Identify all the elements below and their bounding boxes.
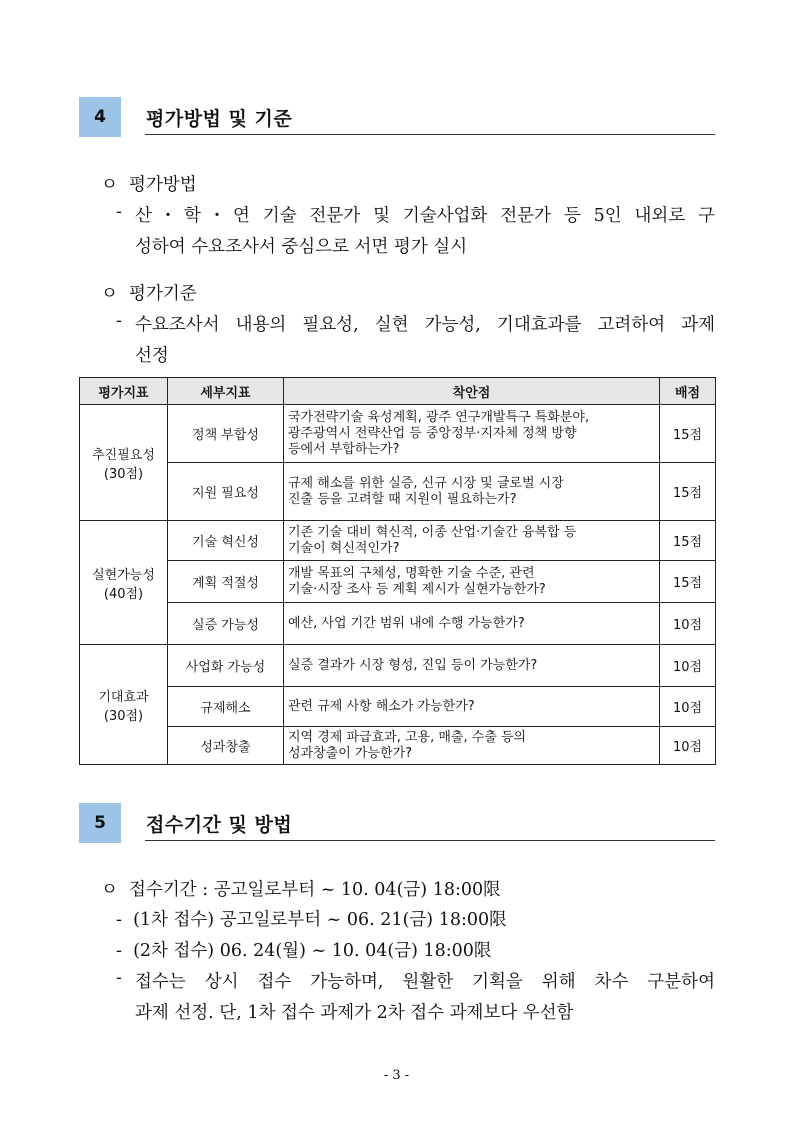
sub-indicator: 지원 필요성 xyxy=(168,463,284,521)
group-cell xyxy=(80,645,168,765)
score-cell: 10점 xyxy=(660,603,716,645)
group-points: (40점) xyxy=(103,586,144,602)
circle-bullet-icon: ㅇ xyxy=(101,175,118,195)
evaluation-criteria-table xyxy=(79,377,716,765)
focus-line: 개발 목표의 구체성, 명확한 기술 수준, 관련 xyxy=(288,565,535,581)
dash-icon: - xyxy=(116,910,122,930)
section-title: 접수기간 및 방법 xyxy=(146,814,293,836)
section-number: 5 xyxy=(79,803,121,843)
table-row xyxy=(80,521,716,561)
header-cell: 평가지표 xyxy=(80,378,168,405)
circle-bullet-icon: ㅇ xyxy=(101,880,118,900)
focus-line: 기술이 혁신적인가? xyxy=(288,540,400,556)
dash-item-text-cont: 성하여 수요조사서 중심으로 서면 평가 실시 xyxy=(135,237,468,257)
bullet-heading xyxy=(101,280,197,305)
focus-line: 기존 기술 대비 혁신적, 이종 산업·기술간 융복합 등 xyxy=(288,524,577,540)
focus-line: 지역 경제 파급효과, 고용, 매출, 수출 등의 xyxy=(288,729,527,745)
section-underline xyxy=(145,840,715,841)
focus-cell xyxy=(284,727,660,765)
score-cell: 10점 xyxy=(660,687,716,727)
bullet-heading xyxy=(101,876,501,901)
bullet-heading-text: 평가방법 xyxy=(129,175,197,195)
dash-item xyxy=(116,937,491,962)
bullet-heading xyxy=(101,171,197,196)
table-row xyxy=(80,727,716,765)
focus-line: 관련 규제 사항 해소가 가능한가? xyxy=(288,698,475,714)
table-header-row xyxy=(80,378,716,405)
table-row xyxy=(80,603,716,645)
focus-line: 등에서 부합하는가? xyxy=(288,441,400,457)
section-4-header xyxy=(79,97,715,137)
group-points: (30점) xyxy=(103,466,144,482)
table-row xyxy=(80,463,716,521)
focus-cell xyxy=(284,463,660,521)
dash-item-text: (1차 접수) 공고일로부터 ~ 06. 21(금) 18:00限 xyxy=(133,910,507,930)
focus-line: 국가전략기술 육성계획, 광주 연구개발특구 특화분야, xyxy=(288,409,590,425)
dash-icon: - xyxy=(116,968,122,988)
focus-cell xyxy=(284,521,660,561)
group-points: (30점) xyxy=(103,708,144,724)
sub-indicator: 정책 부합성 xyxy=(168,405,284,463)
score-cell: 15점 xyxy=(660,405,716,463)
score-cell: 15점 xyxy=(660,521,716,561)
score-cell: 10점 xyxy=(660,645,716,687)
dash-item-text-cont: 과제 선정. 단, 1차 접수 과제가 2차 접수 과제보다 우선함 xyxy=(135,1003,574,1023)
table-row xyxy=(80,561,716,603)
focus-line: 광주광역시 전략산업 등 중앙정부·지자체 정책 방향 xyxy=(288,425,577,441)
dash-item-text-cont: 선정 xyxy=(135,346,169,366)
focus-cell xyxy=(284,561,660,603)
group-name: 기대효과 xyxy=(98,689,149,705)
focus-line: 기술·시장 조사 등 계획 제시가 실현가능한가? xyxy=(288,581,546,597)
score-cell: 10점 xyxy=(660,727,716,765)
table-row xyxy=(80,687,716,727)
sub-indicator: 사업화 가능성 xyxy=(168,645,284,687)
page-number: - 3 - xyxy=(383,1068,410,1083)
focus-cell xyxy=(284,645,660,687)
group-cell xyxy=(80,521,168,645)
section-underline xyxy=(145,134,715,135)
group-name: 추진필요성 xyxy=(92,447,155,463)
section-number: 4 xyxy=(79,97,121,137)
score-cell: 15점 xyxy=(660,463,716,521)
focus-line: 진출 등을 고려할 때 지원이 필요하는가? xyxy=(288,491,517,507)
sub-indicator: 실증 가능성 xyxy=(168,603,284,645)
dash-item xyxy=(116,968,122,988)
dash-item xyxy=(116,906,507,931)
score-cell: 15점 xyxy=(660,561,716,603)
bullet-heading-text: 접수기간 : 공고일로부터 ~ 10. 04(금) 18:00限 xyxy=(129,880,501,900)
section-title: 평가방법 및 기준 xyxy=(146,108,293,130)
dash-item xyxy=(116,202,122,222)
table-row xyxy=(80,405,716,463)
circle-bullet-icon: ㅇ xyxy=(101,284,118,304)
sub-indicator: 기술 혁신성 xyxy=(168,521,284,561)
focus-line: 실증 결과가 시장 형성, 진입 등이 가능한가? xyxy=(288,657,538,673)
focus-cell xyxy=(284,687,660,727)
dash-item-text: 수요조사서 내용의 필요성, 실현 가능성, 기대효과를 고려하여 과제 xyxy=(135,315,715,335)
bullet-heading-text: 평가기준 xyxy=(129,284,197,304)
sub-indicator: 성과창출 xyxy=(168,727,284,765)
dash-icon: - xyxy=(116,941,122,961)
sub-indicator: 계획 적절성 xyxy=(168,561,284,603)
dash-item-text: 산・학・연 기술 전문가 및 기술사업화 전문가 등 5인 내외로 구 xyxy=(135,206,715,226)
table-row xyxy=(80,645,716,687)
focus-cell xyxy=(284,405,660,463)
focus-line: 규제 해소를 위한 실증, 신규 시장 및 글로벌 시장 xyxy=(288,475,564,491)
focus-line: 예산, 사업 기간 범위 내에 수행 가능한가? xyxy=(288,615,525,631)
dash-icon: - xyxy=(116,311,122,331)
sub-indicator: 규제해소 xyxy=(168,687,284,727)
focus-line: 성과창출이 가능한가? xyxy=(288,745,413,761)
header-cell: 세부지표 xyxy=(168,378,284,405)
dash-item-text: 접수는 상시 접수 가능하며, 원활한 기획을 위해 차수 구분하여 xyxy=(135,972,715,992)
group-name: 실현가능성 xyxy=(92,567,155,583)
dash-item xyxy=(116,311,122,331)
dash-item-text: (2차 접수) 06. 24(월) ~ 10. 04(금) 18:00限 xyxy=(133,941,492,961)
group-cell xyxy=(80,405,168,521)
header-cell: 착안점 xyxy=(284,378,660,405)
section-5-header xyxy=(79,803,715,843)
header-cell: 배점 xyxy=(660,378,716,405)
focus-cell xyxy=(284,603,660,645)
dash-icon: - xyxy=(116,202,122,222)
